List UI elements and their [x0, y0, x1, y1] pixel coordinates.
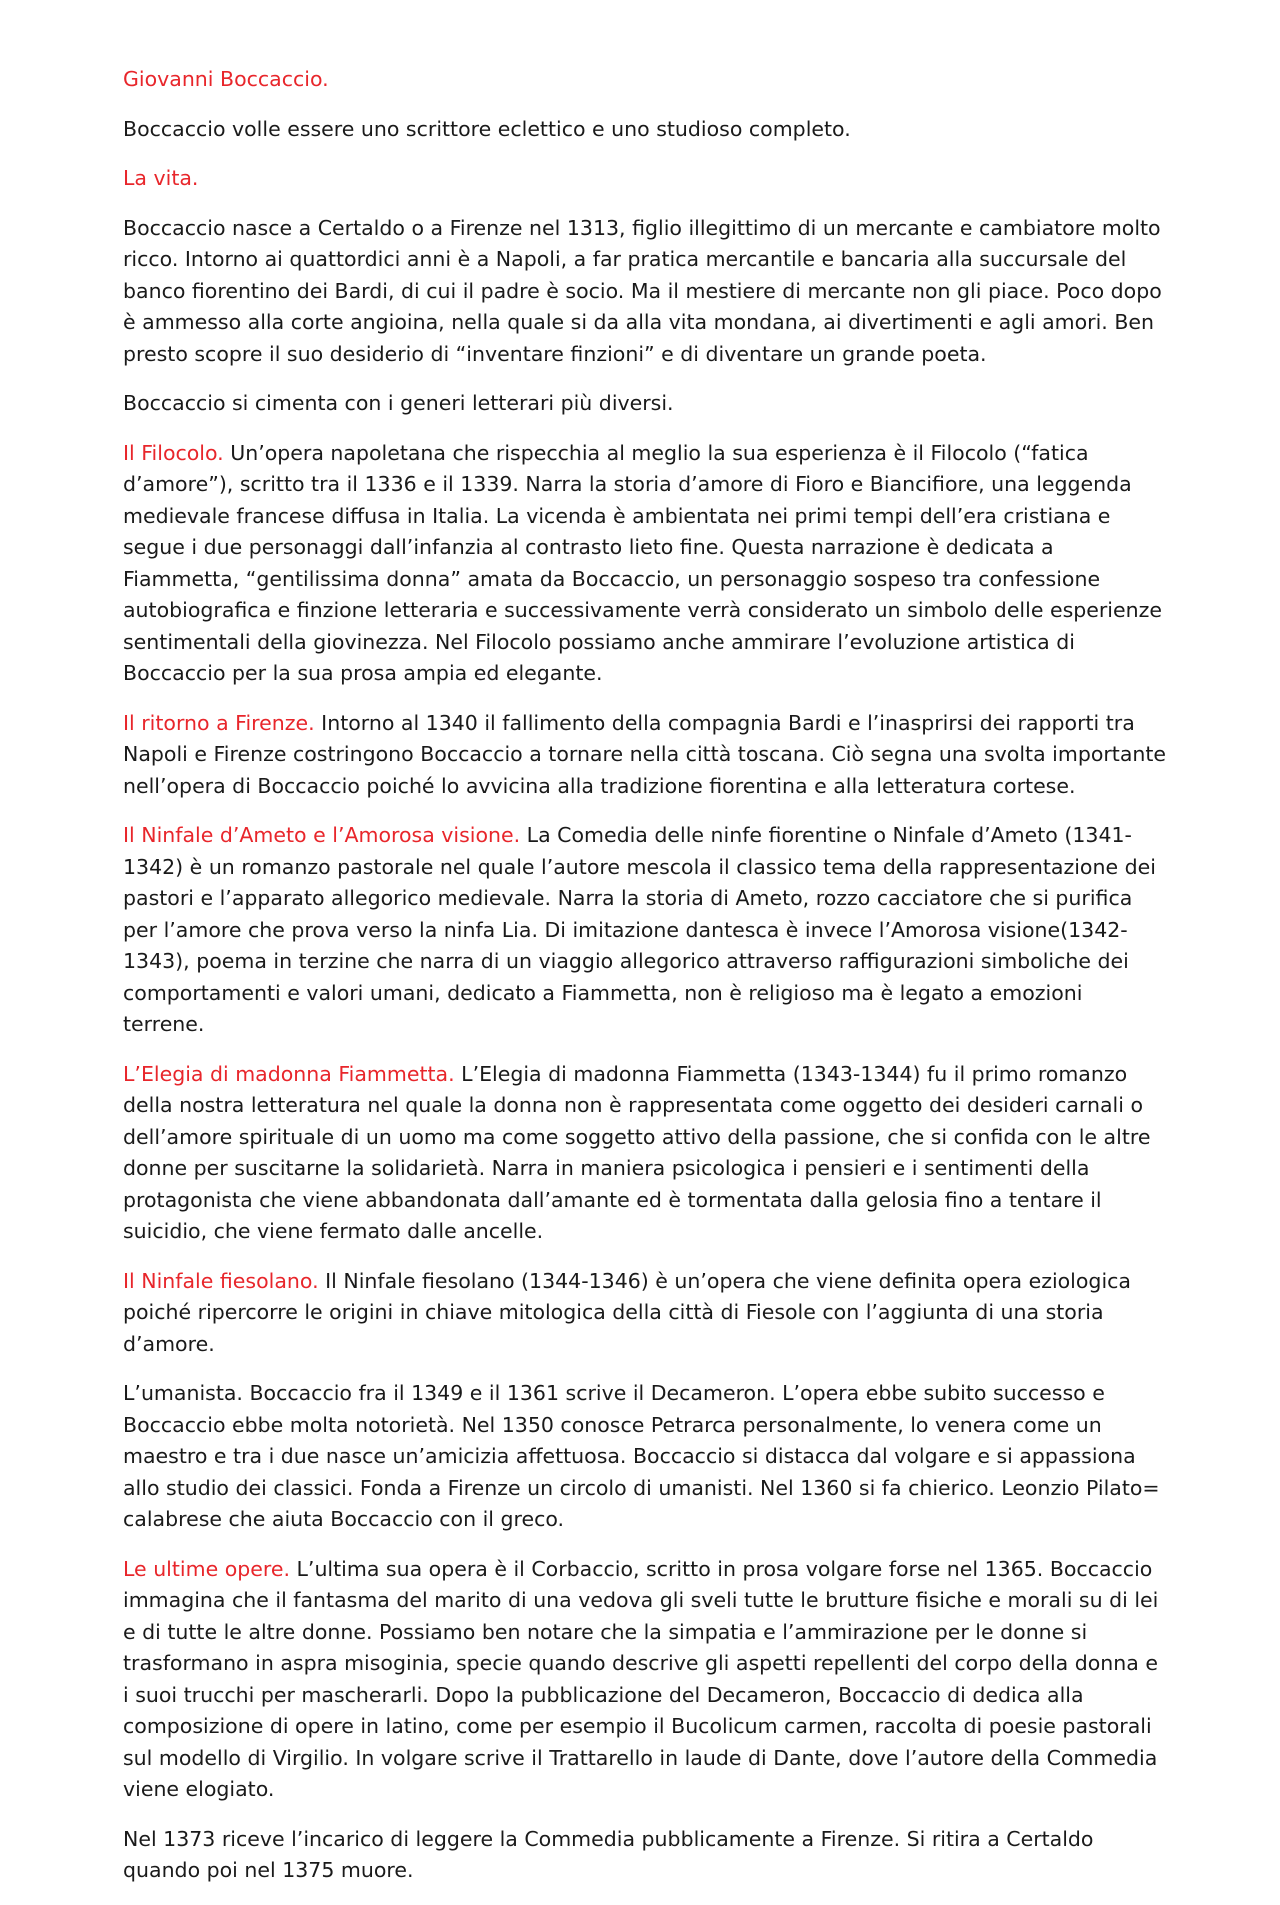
- document-title: Giovanni Boccaccio.: [123, 67, 329, 91]
- filocolo-text: Un’opera napoletana che rispecchia al meglio la sua esperienza è il Filocolo (“fatica d’amore”), scritto tra il 1336 e il 1339. Narra la storia d’amore di Fioro e Biancifiore, una leggenda medievale francese diffusa in Italia. La vicenda è ambientata nei primi tempi dell’era cristiana e segue i due personaggi dall’infanzia al contrasto lieto fine. Questa narrazione è dedicata a Fiammetta, “gentilissima donna” amata da Boccaccio, un personaggio sospeso tra confessione autobiografica e finzione letteraria e successivamente verrà considerato un simbolo delle esperienze sentimentali della giovinezza. Nel Filocolo possiamo anche ammirare l’evoluzione artistica di Boccaccio per la sua prosa ampia ed elegante.: [123, 440, 1162, 685]
- ending-paragraph: Nel 1373 riceve l’incarico di leggere la Commedia pubblicamente a Firenze. Si ritira a Certaldo quando poi nel 1375 muore.: [123, 1826, 1094, 1882]
- ameto-heading: Il Ninfale d’Ameto e l’Amorosa visione.: [123, 823, 521, 847]
- intro-paragraph: Boccaccio volle essere uno scrittore eclettico e uno studioso completo.: [123, 116, 851, 141]
- fiesolano-text: Il Ninfale fiesolano (1344-1346) è un’opera che viene definita opera eziologica poiché ripercorre le origini in chiave mitologica della città di Fiesole con l’aggiunta di una storia d’amore.: [123, 1268, 1131, 1356]
- fiesolano-heading: Il Ninfale fiesolano.: [123, 1268, 319, 1293]
- return-florence-heading: Il ritorno a Firenze.: [123, 710, 315, 735]
- last-works-heading: Le ultime opere.: [123, 1556, 290, 1581]
- document-page: [123, 64, 1168, 1905]
- last-works-paragraph: [123, 1554, 1168, 1806]
- fiammetta-heading: L’Elegia di madonna Fiammetta.: [123, 1061, 455, 1086]
- fiammetta-paragraph: [123, 1059, 1168, 1248]
- ameto-paragraph: [123, 820, 1168, 1041]
- ameto-text: La Comedia delle ninfe fiorentine o Ninfale d’Ameto (1341-1342) è un romanzo pastorale nel quale l’autore mescola il classico tema della rappresentazione dei pastori e l’apparato allegorico medievale. Narra la storia di Ameto, rozzo cacciatore che si purifica per l’amore che prova verso la ninfa Lia. Di imitazione dantesca è invece l’Amorosa visione(1342-1343), poema in terzine che narra di un viaggio allegorico attraverso raffigurazioni simboliche dei comportamenti e valori umani, dedicato a Fiammetta, non è religioso ma è legato a emozioni terrene.: [123, 823, 1156, 1036]
- genres-paragraph: Boccaccio si cimenta con i generi letterari più diversi.: [123, 391, 674, 415]
- filocolo-heading: Il Filocolo.: [123, 440, 224, 465]
- life-paragraph: Boccaccio nasce a Certaldo o a Firenze nel 1313, figlio illegittimo di un mercante e cambiatore molto ricco. Intorno ai quattordici anni è a Napoli, a far pratica mercantile e bancaria alla succursale del banco fiorentino dei Bardi, di cui il padre è socio. Ma il mestiere di mercante non gli piace. Poco dopo è ammesso alla corte angioina, nella quale si da alla vita mondana, ai divertimenti e agli amori. Ben presto scopre il suo desiderio di “inventare finzioni” e di diventare un grande poeta.: [123, 215, 1162, 366]
- life-heading: La vita.: [123, 166, 199, 190]
- filocolo-paragraph: [123, 438, 1168, 690]
- fiesolano-paragraph: [123, 1266, 1168, 1361]
- humanist-paragraph: L’umanista. Boccaccio fra il 1349 e il 1361 scrive il Decameron. L’opera ebbe subito successo e Boccaccio ebbe molta notorietà. Nel 1350 conosce Petrarca personalmente, lo venera come un maestro e tra i due nasce un’amicizia affettuosa. Boccaccio si distacca dal volgare e si appassiona allo studio dei classici. Fonda a Firenze un circolo di umanisti. Nel 1360 si fa chierico. Leonzio Pilato= calabrese che aiuta Boccaccio con il greco.: [123, 1381, 1160, 1531]
- return-florence-text: Intorno al 1340 il fallimento della compagnia Bardi e l’inasprirsi dei rapporti tra Napoli e Firenze costringono Boccaccio a tornare nella città toscana. Ciò segna una svolta importante nell’opera di Boccaccio poiché lo avvicina alla tradizione fiorentina e alla letteratura cortese.: [123, 710, 1167, 798]
- fiammetta-text: L’Elegia di madonna Fiammetta (1343-1344) fu il primo romanzo della nostra letteratura nel quale la donna non è rappresentata come oggetto dei desideri carnali o dell’amore spirituale di un uomo ma come soggetto attivo della passione, che si confida con le altre donne per suscitarne la solidarietà. Narra in maniera psicologica i pensieri e i sentimenti della protagonista che viene abbandonata dall’amante ed è tormentata dalla gelosia fino a tentare il suicidio, che viene fermato dalle ancelle.: [123, 1061, 1151, 1243]
- return-florence-paragraph: [123, 708, 1168, 803]
- last-works-text: L’ultima sua opera è il Corbaccio, scritto in prosa volgare forse nel 1365. Boccaccio immagina che il fantasma del marito di una vedova gli sveli tutte le brutture fisiche e morali su di lei e di tutte le altre donne. Possiamo ben notare che la simpatia e l’ammirazione per le donne si trasformano in aspra misoginia, specie quando descrive gli aspetti repellenti del corpo della donna e i suoi trucchi per mascherarli. Dopo la pubblicazione del Decameron, Boccaccio di dedica alla composizione di opere in latino, come per esempio il Bucolicum carmen, raccolta di poesie pastorali sul modello di Virgilio. In volgare scrive il Trattarello in laude di Dante, dove l’autore della Commedia viene elogiato.: [123, 1556, 1159, 1801]
